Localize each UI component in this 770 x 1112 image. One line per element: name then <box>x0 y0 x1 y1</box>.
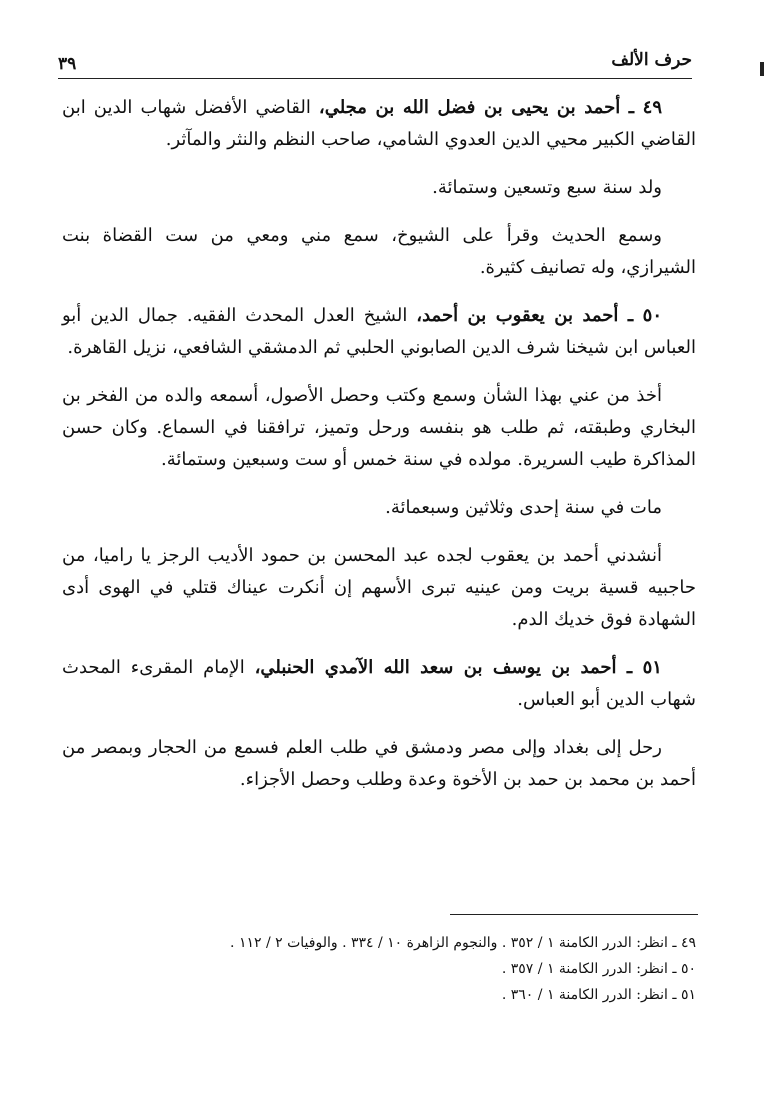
entry-49-study <box>62 220 696 284</box>
paragraph-text: مات في سنة إحدى وثلاثين وسبعمائة. <box>385 497 662 518</box>
entry-49-heading: ٤٩ ـ أحمد بن يحيى بن فضل الله بن مجلي، <box>318 97 663 118</box>
footnotes <box>62 930 696 1008</box>
entry-50-intro <box>62 300 696 364</box>
entry-49-birth <box>62 172 696 204</box>
entry-51-travel <box>62 732 696 796</box>
entry-50-study <box>62 380 696 476</box>
page-number: ٣٩ <box>58 54 77 74</box>
scan-edge-mark <box>760 62 764 76</box>
entry-51-heading: ٥١ ـ أحمد بن يوسف بن سعد الله الآمدي الحنبلي، <box>254 657 662 678</box>
entry-50-heading: ٥٠ ـ أحمد بن يعقوب بن أحمد، <box>416 305 663 326</box>
running-header <box>58 48 692 79</box>
entry-49-text: القاضي الأفضل شهاب الدين ابن القاضي الكبير محيي الدين العدوي الشامي، صاحب النظم والنثر والمآثر. <box>62 97 696 150</box>
footnote-separator <box>450 914 698 915</box>
entry-51-text: الإمام المقرىء المحدث شهاب الدين أبو العباس. <box>62 657 696 710</box>
footnote-50: ٥٠ ـ انظر: الدرر الكامنة ١ / ٣٥٧ . <box>501 961 696 977</box>
entry-50-poem <box>62 540 696 636</box>
entry-50-death <box>62 492 696 524</box>
paragraph-text: ولد سنة سبع وتسعين وستمائة. <box>432 177 662 198</box>
footnote-49: ٤٩ ـ انظر: الدرر الكامنة ١ / ٣٥٢ . والنجوم الزاهرة ١٠ / ٣٣٤ . والوفيات ٢ / ١١٢ . <box>230 935 696 951</box>
entry-50-text: الشيخ العدل المحدث الفقيه. جمال الدين أبو العباس ابن شيخنا شرف الدين الصابوني الحلبي ثم الدمشقي الشافعي، نزيل القاهرة. <box>62 305 696 358</box>
paragraph-text: أنشدني أحمد بن يعقوب لجده عبد المحسن بن حمود الأديب الرجز يا راميا، من حاجبيه قسية بريت ومن عينيه تبرى الأسهم إن أنكرت عيناك قتلي في الهوى أدى الشهادة فوق خديك الدم. <box>62 545 696 630</box>
paragraph-text: أخذ من عني بهذا الشأن وسمع وكتب وحصل الأصول، أسمعه والده من الفخر بن البخاري وطبقته، ثم طلب هو بنفسه ورحل وتميز، ترافقنا في السماع. وكان حسن المذاكرة طيب السريرة. مولده في سنة خمس أو ست وسبعين وستمائة. <box>62 385 696 470</box>
entry-51-intro <box>62 652 696 716</box>
chapter-title: حرف الألف <box>611 50 692 70</box>
paragraph-text: وسمع الحديث وقرأ على الشيوخ، سمع مني ومعي من ست القضاة بنت الشيرازي، وله تصانيف كثيرة. <box>62 225 696 278</box>
entry-49-intro <box>62 92 696 156</box>
footnote-51: ٥١ ـ انظر: الدرر الكامنة ١ / ٣٦٠ . <box>501 987 696 1003</box>
paragraph-text: رحل إلى بغداد وإلى مصر ودمشق في طلب العلم فسمع من الحجار وبمصر من أحمد بن محمد بن حمد بن الأخوة وعدة وطلب وحصل الأجزاء. <box>62 737 696 790</box>
main-text <box>62 92 696 812</box>
